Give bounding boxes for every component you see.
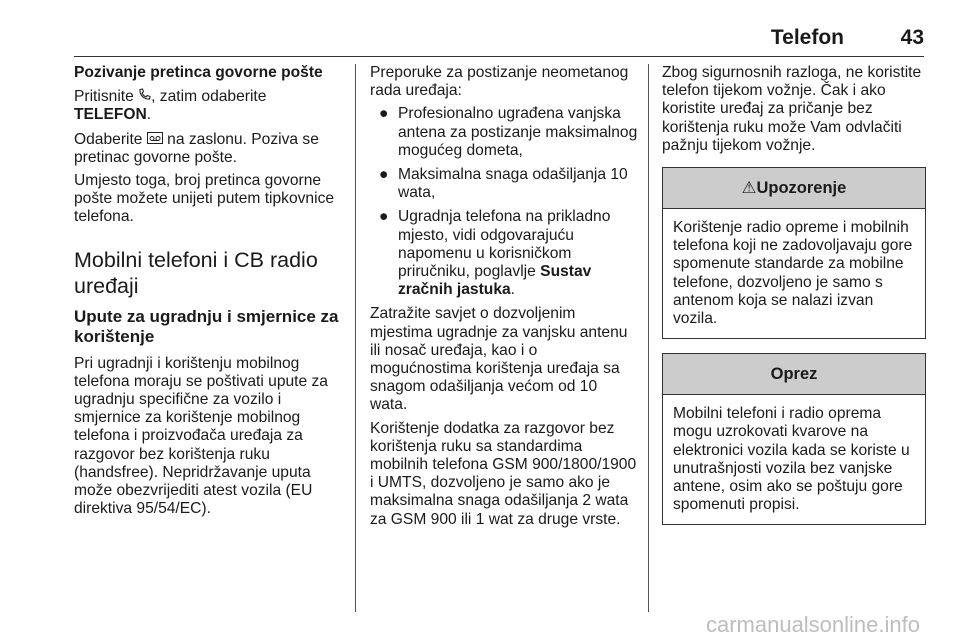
telefon-menu-label: TELEFON xyxy=(74,106,147,124)
warning-body: Korištenje radio opreme i mobilnih telefona koji ne zadovoljavaju gore spomenute standarde za mobilne telefone, dozvoljeno je samo s antenom koja se nalazi izvan vozila. xyxy=(673,219,913,328)
airbag-chapter-reference: Sustav zračnih jastuka xyxy=(398,263,592,299)
section-title: Mobilni telefoni i CB radio uređaji xyxy=(74,247,318,298)
mailbox-step-2: Odaberite na zaslonu. Poziva se pretinac govorne pošte. xyxy=(74,130,319,166)
warning-header xyxy=(663,168,925,209)
caution-title: Oprez xyxy=(770,365,818,384)
page-header xyxy=(0,26,960,56)
page-number: 43 xyxy=(900,26,924,49)
column-divider-2 xyxy=(648,64,649,612)
recommendations-intro: Preporuke za postizanje neometanog rada uređaja: xyxy=(370,64,629,100)
column-2 xyxy=(370,64,638,534)
list-item: ● Profesionalno ugrađena vanjska antena za postizanje maksimalnog mogućeg dometa, xyxy=(379,105,638,159)
watermark: carmanualsonline.info xyxy=(705,612,920,637)
list-item: ● Maksimalna snaga odašiljanja 10 wata, xyxy=(379,166,628,202)
installation-paragraph: Pri ugradnji i korištenju mobilnog telefona moraju se poštivati upute za ugradnju specifične za vozilo i smjernice za korištenje mobilnog telefona i proizvođača uređaja za razgovor bez korištenja ruku (handsfree). Nepridržavanje uputa može obezvrijediti atest vozila (EU direktiva 95/54/EC). xyxy=(74,354,328,518)
antenna-advice: Zatražite savjet o dozvoljenim mjestima ugradnje za vanjsku antenu ili nosač uređaja, kao i o mogućnostima korištenja uređaja sa snagom odašiljanja većom od 10 wata. xyxy=(370,305,628,414)
voicemail-icon xyxy=(147,130,163,148)
mailbox-heading: Pozivanje pretinca govorne pošte xyxy=(74,64,323,81)
caution-body: Mobilni telefoni i radio oprema mogu uzrokovati kvarove na elektronici vozila kada se koriste u unutrašnjosti vozila bez vanjske antene, osim ako se poštuju gore spomenuti propisi. xyxy=(673,405,910,514)
list-item: ● Ugradnja telefona na prikladno mjesto, vidi odgovarajuću napomenu u korisničkom priručniku, poglavlje Sustav zračnih jastuka. xyxy=(379,208,611,299)
column-1 xyxy=(74,64,344,523)
subsection-title: Upute za ugradnju i smjernice za korištenje xyxy=(74,306,339,346)
warning-title: Upozorenje xyxy=(756,179,847,198)
handsfree-gsm-paragraph: Korištenje dodatka za razgovor bez korištenja ruku sa standardima mobilnih telefona GSM 900/1800/1900 i UMTS, dozvoljeno je samo ako je maksimalna snaga odašiljanja 2 wata za GSM 900 ili 1 wat za druge vrste. xyxy=(370,419,637,528)
header-rule xyxy=(74,56,924,57)
bullet: ● xyxy=(379,166,389,184)
caution-header xyxy=(663,354,925,395)
bullet: ● xyxy=(379,105,389,123)
caution-box xyxy=(662,353,926,525)
warning-box xyxy=(662,167,926,339)
bullet: ● xyxy=(379,208,389,226)
chapter-title: Telefon xyxy=(770,26,844,49)
column-divider-1 xyxy=(355,64,356,612)
recommendations-list xyxy=(370,105,638,299)
mailbox-step-1: Pritisnite , zatim odaberite TELEFON. xyxy=(74,88,267,124)
safety-paragraph: Zbog sigurnosnih razloga, ne koristite telefon tijekom vožnje. Čak i ako koristite uređaj za pričanje bez korištenja ruku može Vam odvlačiti pažnju tijekom vožnje. xyxy=(662,64,922,154)
phone-icon xyxy=(138,87,151,105)
column-3 xyxy=(662,64,926,525)
mailbox-alternative: Umjesto toga, broj pretinca govorne pošte možete unijeti putem tipkovnice telefona. xyxy=(74,172,335,226)
warning-icon: ⚠ xyxy=(741,179,757,198)
